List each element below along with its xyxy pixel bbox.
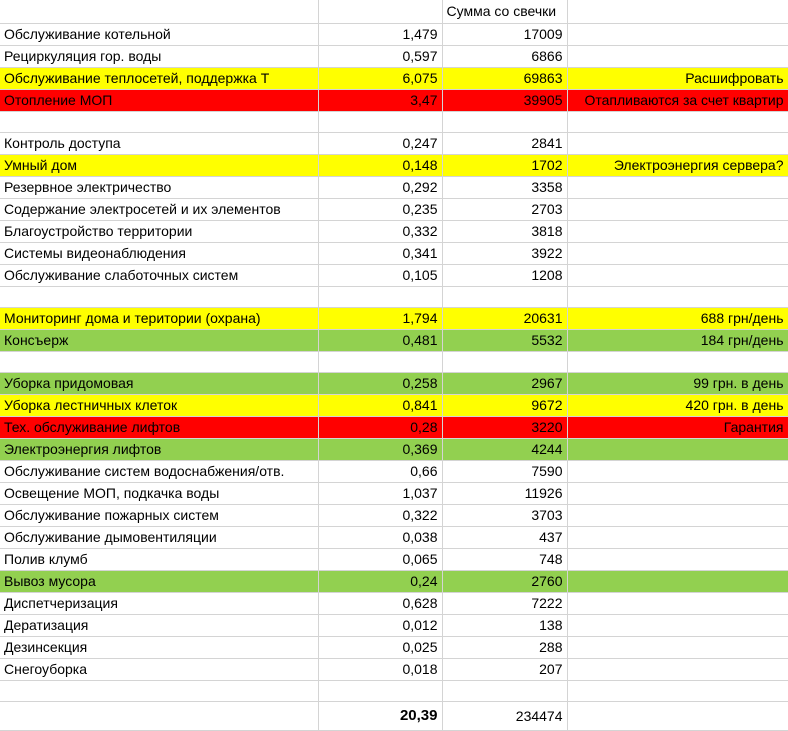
table-row [0,286,788,307]
cell-rate[interactable]: 0,341 [318,242,442,264]
cell-service-name[interactable]: Уборка придомовая [0,372,318,394]
cell-service-name[interactable]: Тех. обслуживание лифтов [0,416,318,438]
cell-sum[interactable]: 3703 [442,504,567,526]
cell-rate[interactable]: 6,075 [318,67,442,89]
cell-sum[interactable]: 3818 [442,220,567,242]
cell-rate[interactable]: 0,28 [318,416,442,438]
cell-service-name[interactable]: Освещение МОП, подкачка воды [0,482,318,504]
table-row [0,67,788,89]
total-cell-rate[interactable]: 20,39 [318,701,442,730]
cell-service-name[interactable]: Диспетчеризация [0,592,318,614]
cell-service-name[interactable] [0,111,318,132]
cell-sum[interactable]: 11926 [442,482,567,504]
cell-rate[interactable]: 0,369 [318,438,442,460]
cell-service-name[interactable]: Системы видеонаблюдения [0,242,318,264]
header-cell-rate[interactable] [318,0,442,23]
cell-service-name[interactable]: Полив клумб [0,548,318,570]
cell-rate[interactable]: 0,258 [318,372,442,394]
table-row [0,526,788,548]
cell-sum[interactable]: 288 [442,636,567,658]
cell-sum[interactable]: 9672 [442,394,567,416]
cell-note[interactable] [567,658,788,680]
header-row [0,0,788,23]
cell-rate[interactable]: 0,628 [318,592,442,614]
cell-rate[interactable]: 1,037 [318,482,442,504]
table-row [0,460,788,482]
cell-sum[interactable]: 17009 [442,23,567,45]
cell-note[interactable] [567,351,788,372]
cell-service-name[interactable]: Электроэнергия лифтов [0,438,318,460]
cell-note[interactable] [567,132,788,154]
cell-sum[interactable]: 6866 [442,45,567,67]
table-row [0,658,788,680]
table-row [0,307,788,329]
cell-note[interactable] [567,592,788,614]
cell-service-name[interactable]: Содержание электросетей и их элементов [0,198,318,220]
header-cell-note[interactable] [567,0,788,23]
cell-note[interactable] [567,111,788,132]
cell-note[interactable] [567,264,788,286]
cell-rate[interactable]: 0,018 [318,658,442,680]
cell-note[interactable] [567,176,788,198]
cell-rate[interactable]: 0,105 [318,264,442,286]
cell-rate[interactable]: 0,247 [318,132,442,154]
cell-rate[interactable]: 3,47 [318,89,442,111]
cell-service-name[interactable] [0,680,318,701]
table-row [0,614,788,636]
cell-rate[interactable] [318,680,442,701]
cell-note[interactable]: Электроэнергия сервера? [567,154,788,176]
table-row [0,329,788,351]
cell-service-name[interactable]: Обслуживание систем водоснабжения/отв. [0,460,318,482]
cell-rate[interactable]: 0,66 [318,460,442,482]
table-row [0,198,788,220]
cell-sum[interactable] [442,286,567,307]
header-cell-name[interactable] [0,0,318,23]
cell-service-name[interactable]: Дератизация [0,614,318,636]
cell-note[interactable]: 184 грн/день [567,329,788,351]
cell-service-name[interactable]: Контроль доступа [0,132,318,154]
table-row [0,111,788,132]
total-row [0,701,788,730]
cell-note[interactable] [567,23,788,45]
cell-rate[interactable]: 0,322 [318,504,442,526]
cell-sum[interactable]: 20631 [442,307,567,329]
table-row [0,438,788,460]
table-row [0,242,788,264]
cell-sum[interactable]: 3358 [442,176,567,198]
cell-rate[interactable]: 1,479 [318,23,442,45]
cell-sum[interactable]: 2967 [442,372,567,394]
cell-sum[interactable]: 7222 [442,592,567,614]
table-row [0,504,788,526]
cell-service-name[interactable]: Дезинсекция [0,636,318,658]
table-row [0,89,788,111]
table-row [0,372,788,394]
cell-note[interactable]: 99 грн. в день [567,372,788,394]
cell-sum[interactable]: 2760 [442,570,567,592]
cell-sum[interactable]: 1208 [442,264,567,286]
table-row [0,548,788,570]
cell-service-name[interactable]: Обслуживание теплосетей, поддержка Т [0,67,318,89]
cell-rate[interactable]: 0,24 [318,570,442,592]
cell-service-name[interactable]: Обслуживание пожарных систем [0,504,318,526]
cell-note[interactable] [567,286,788,307]
cell-service-name[interactable]: Рециркуляция гор. воды [0,45,318,67]
cell-service-name[interactable]: Мониторинг дома и територии (охрана) [0,307,318,329]
table-row [0,220,788,242]
cell-rate[interactable]: 0,012 [318,614,442,636]
cell-service-name[interactable]: Вывоз мусора [0,570,318,592]
cell-sum[interactable]: 69863 [442,67,567,89]
cell-sum[interactable]: 1702 [442,154,567,176]
cell-service-name[interactable]: Уборка лестничных клеток [0,394,318,416]
cell-rate[interactable]: 0,038 [318,526,442,548]
cell-sum[interactable]: 4244 [442,438,567,460]
cell-note[interactable]: 420 грн. в день [567,394,788,416]
cell-rate[interactable]: 0,841 [318,394,442,416]
cell-sum[interactable]: 39905 [442,89,567,111]
cell-sum[interactable]: 5532 [442,329,567,351]
cell-rate[interactable]: 0,235 [318,198,442,220]
table-row [0,570,788,592]
cell-rate[interactable] [318,286,442,307]
cell-note[interactable] [567,45,788,67]
cell-sum[interactable] [442,111,567,132]
cell-sum[interactable]: 748 [442,548,567,570]
table-row [0,416,788,438]
cell-note[interactable] [567,570,788,592]
cell-rate[interactable]: 0,025 [318,636,442,658]
cell-service-name[interactable]: Отопление МОП [0,89,318,111]
cell-service-name[interactable]: Снегоуборка [0,658,318,680]
cell-note[interactable] [567,680,788,701]
cell-rate[interactable] [318,111,442,132]
cell-service-name[interactable]: Обслуживание дымовентиляции [0,526,318,548]
cell-note[interactable] [567,504,788,526]
table-row [0,176,788,198]
table-row [0,482,788,504]
cell-note[interactable] [567,438,788,460]
cell-note[interactable] [567,526,788,548]
table-row [0,636,788,658]
cell-service-name[interactable]: Консъерж [0,329,318,351]
cell-sum[interactable]: 437 [442,526,567,548]
cell-note[interactable] [567,548,788,570]
table-row [0,23,788,45]
cell-sum[interactable]: 2703 [442,198,567,220]
table-row [0,264,788,286]
cell-note[interactable]: Гарантия [567,416,788,438]
header-cell-sum[interactable]: Сумма со свечки [442,0,567,23]
table-row [0,154,788,176]
cell-note[interactable] [567,482,788,504]
cell-note[interactable] [567,220,788,242]
cell-service-name[interactable] [0,286,318,307]
cell-service-name[interactable]: Благоустройство территории [0,220,318,242]
table-row [0,351,788,372]
cell-sum[interactable]: 207 [442,658,567,680]
table-row [0,592,788,614]
cell-note[interactable] [567,614,788,636]
cell-sum[interactable] [442,680,567,701]
table-row [0,45,788,67]
cell-note[interactable]: Расшифровать [567,67,788,89]
cell-sum[interactable]: 3922 [442,242,567,264]
total-cell-sum[interactable]: 234474 [442,701,567,730]
cell-note[interactable] [567,242,788,264]
cell-rate[interactable] [318,351,442,372]
cell-rate[interactable]: 0,065 [318,548,442,570]
cell-sum[interactable]: 7590 [442,460,567,482]
total-cell-note[interactable] [567,701,788,730]
table-row [0,394,788,416]
cell-rate[interactable]: 0,597 [318,45,442,67]
cell-rate[interactable]: 0,148 [318,154,442,176]
cell-rate[interactable]: 0,332 [318,220,442,242]
table-row [0,680,788,701]
cell-sum[interactable]: 3220 [442,416,567,438]
table-row [0,132,788,154]
cell-note[interactable] [567,460,788,482]
cell-rate[interactable]: 0,481 [318,329,442,351]
cell-note[interactable] [567,636,788,658]
cell-service-name[interactable]: Умный дом [0,154,318,176]
cell-note[interactable]: 688 грн/день [567,307,788,329]
cell-service-name[interactable]: Обслуживание котельной [0,23,318,45]
cell-service-name[interactable] [0,351,318,372]
cell-sum[interactable] [442,351,567,372]
cell-rate[interactable]: 0,292 [318,176,442,198]
cell-note[interactable] [567,198,788,220]
cell-sum[interactable]: 138 [442,614,567,636]
total-cell-name[interactable] [0,701,318,730]
cell-note[interactable]: Отапливаются за счет квартир [567,89,788,111]
cell-service-name[interactable]: Обслуживание слаботочных систем [0,264,318,286]
cell-sum[interactable]: 2841 [442,132,567,154]
cell-rate[interactable]: 1,794 [318,307,442,329]
cell-service-name[interactable]: Резервное электричество [0,176,318,198]
